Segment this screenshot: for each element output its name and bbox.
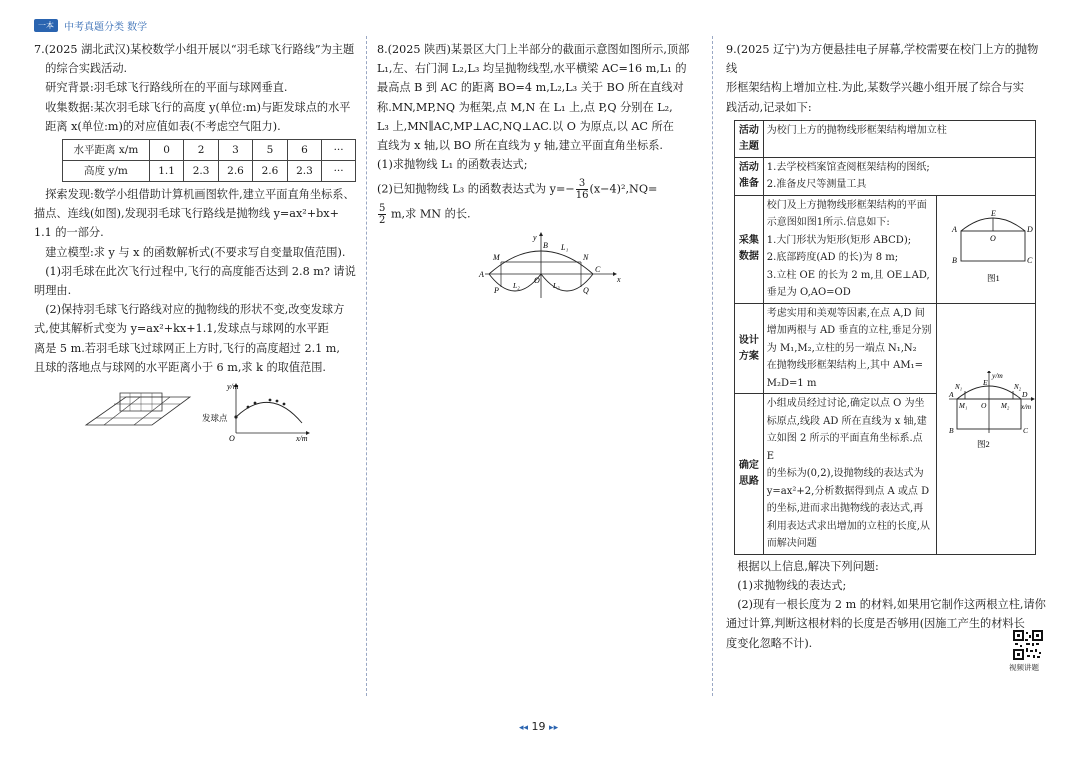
denominator: 16 (575, 190, 589, 202)
table-row (735, 195, 1036, 303)
qr-code-icon[interactable] (1013, 630, 1043, 660)
figure-area (34, 381, 356, 441)
label-C: C (1026, 256, 1033, 266)
label-A: A (948, 389, 954, 399)
label-y: y/m (991, 370, 1003, 380)
label-A: A (479, 270, 484, 280)
label-M2: M₂ (1000, 401, 1010, 410)
text-line: 为 M₁,M₂,立柱的另一端点 N₁,N₂ (766, 342, 917, 354)
table-cell: ··· (322, 161, 356, 182)
label-L3: L₃ (553, 281, 560, 291)
text-line: 为校门上方的抛物线形框架结构增加立柱 (766, 124, 947, 136)
label-M1: M₁ (958, 401, 968, 410)
column-divider (366, 36, 367, 696)
text-line: 7.(2025 湖北武汉)某校数学小组开展以“羽毛球飞行路线”为主题 (34, 43, 355, 56)
table-cell: 6 (287, 140, 321, 161)
prev-arrow-icon: ◂◂ (519, 723, 529, 733)
text-line: (2)现有一根长度为 2 m 的材料,如果用它制作这两根立柱,请你 (737, 598, 1046, 612)
brand-logo: 一本 (34, 19, 58, 32)
text-line: 式,使其解析式变为 y=ax²+kx+1.1,发球点与球网的水平距 (34, 322, 329, 336)
text-line: 的综合实践活动. (45, 62, 128, 76)
text-line: M₂D=1 m (766, 377, 817, 389)
text-line: 垂足为 O,AO=OD (766, 287, 851, 299)
page-header (34, 18, 147, 32)
text-line: (1)羽毛球在此次飞行过程中,飞行的高度能否达到 2.8 m? 请说 (45, 264, 356, 278)
row-label: 活动准备 (735, 157, 764, 195)
table-cell: 3 (218, 140, 252, 161)
label-y: y (533, 233, 537, 243)
text-line: 3.立柱 OE 的长为 2 m,且 OE⊥AD, (766, 269, 930, 281)
row-text (763, 157, 1035, 195)
text-line: 1.去学校档案馆查阅框架结构的图纸; (766, 161, 930, 173)
text-line: 度变化忽略不计). (726, 636, 813, 650)
text-line: 示意图如图1所示.信息如下: (766, 217, 890, 229)
origin-label: O (229, 434, 235, 442)
row-label: 活动主题 (735, 120, 764, 157)
figure-area (377, 232, 701, 302)
text-line: 的坐标为(0,2),设抛物线的表达式为 (766, 468, 924, 480)
figure-1 (937, 201, 1035, 291)
table-cell: ··· (322, 140, 356, 161)
text-line: 直线为 x 轴,以 BO 所在直线为 y 轴,建立平面直角坐标系. (377, 139, 663, 153)
text-line: 践活动,记录如下: (726, 100, 812, 114)
fraction (378, 203, 386, 226)
text-line: 2.底部跨度(AD 的长)为 8 m; (766, 252, 899, 264)
figure-1-cell (936, 195, 1035, 303)
fraction (576, 178, 589, 201)
q8-part2-text: m,求 MN 的长. (390, 207, 471, 221)
text-line: 2.准备皮尺等测量工具 (766, 179, 867, 191)
serve-point-label: 发球点 (202, 413, 228, 424)
label-L2: L₂ (513, 281, 520, 291)
label-E: E (982, 377, 988, 387)
label-N2: N₂ (1013, 382, 1022, 391)
q8-part2-text: (x−4)²,NQ= (589, 182, 658, 196)
text-line: 考虑实用和美观等因素,在点 A,D 间 (766, 307, 925, 319)
qr-label: 视频讲题 (1009, 663, 1039, 672)
text-line: (2)保持羽毛球飞行路线对应的抛物线的形状不变,改变发球方 (45, 303, 345, 317)
figure-2-caption: 图2 (976, 438, 990, 449)
text-line: 研究背景:羽毛球飞行路线所在的平面与球网垂直. (45, 81, 288, 95)
text-line: y=ax²+2,分析数据得到点 A 或点 D (766, 485, 930, 497)
label-L1: L₁ (561, 243, 569, 253)
text-line: 收集数据:某次羽毛球飞行的高度 y(单位:m)与距发球点的水平 (45, 100, 351, 114)
table-cell: 0 (149, 140, 183, 161)
row-text (763, 195, 936, 303)
row-label: 确定思路 (735, 394, 764, 555)
text-line: 称.MN,MP,NQ 为框架,点 M,N 在 L₁ 上,点 P,Q 分别在 L₂, (377, 100, 673, 114)
table-row (735, 303, 1036, 394)
text-line: (1)求抛物线的表达式; (737, 579, 847, 593)
text-line: 根据以上信息,解决下列问题: (737, 559, 879, 573)
activity-table (734, 120, 1036, 555)
text-line: 在抛物线形框架结构上,其中 AM₁= (766, 360, 923, 372)
label-B: B (948, 425, 954, 435)
text-line: L₃ 上,MN∥AC,MP⊥AC,NQ⊥AC.以 O 为原点,以 AC 所在 (377, 119, 674, 133)
table-header: 高度 y/m (63, 161, 150, 182)
row-text (763, 303, 936, 394)
table-cell: 1.1 (149, 161, 183, 182)
label-C: C (595, 265, 601, 275)
text-line: 8.(2025 陕西)某景区大门上半部分的截面示意图如图所示,顶部 (377, 43, 690, 56)
text-line: 建立模型:求 y 与 x 的函数解析式(不要求写自变量取值范围). (45, 245, 346, 259)
question-8 (377, 40, 701, 302)
data-table (62, 139, 356, 182)
text-line: 描点、连线(如图),发现羽毛球飞行路线是抛物线 y=ax²+bx+ (34, 207, 339, 221)
text-line: 标原点,线段 AD 所在直线为 x 轴,建 (766, 415, 927, 427)
text-line: 探索发现:数学小组借助计算机画图软件,建立平面直角坐标系、 (45, 188, 355, 202)
question-7 (34, 40, 356, 441)
text-line: 且球的落地点与球网的水平距离小于 6 m,求 k 的取值范围. (34, 360, 326, 374)
label-D: D (1021, 389, 1028, 399)
text-line: 校门及上方抛物线形框架结构的平面 (766, 199, 927, 211)
table-cell: 2.3 (184, 161, 218, 182)
label-Q: Q (583, 286, 589, 296)
table-cell: 2.6 (218, 161, 252, 182)
denominator: 2 (379, 215, 386, 227)
page-number (519, 720, 558, 733)
text-line: 而解决问题 (766, 538, 817, 550)
label-A: A (951, 225, 957, 235)
row-label: 采集数据 (735, 195, 764, 303)
figure-1-caption: 图1 (986, 273, 1000, 284)
gate-figure (377, 232, 697, 302)
label-B: B (543, 241, 548, 251)
text-line: 形框架结构上增加立柱.为此,某数学兴趣小组开展了综合与实 (726, 81, 1024, 95)
text-line: 离是 5 m.若羽毛球飞过球网正上方时,飞行的高度超过 2.1 m, (34, 341, 340, 355)
label-E: E (990, 209, 996, 219)
figure-2 (937, 371, 1035, 481)
row-text (763, 120, 1035, 157)
text-line: 9.(2025 辽宁)为方便悬挂电子屏幕,学校需要在校门上方的抛物线 (726, 43, 1039, 76)
next-arrow-icon: ▸▸ (549, 723, 559, 733)
text-line: 距离 x(单位:m)的对应值如表(不考虑空气阻力). (45, 119, 281, 133)
table-cell: 2.3 (287, 161, 321, 182)
figure-2-cell (936, 303, 1035, 554)
row-text (763, 394, 936, 555)
label-x: x (617, 275, 621, 285)
page-number-value: 19 (531, 720, 546, 733)
badminton-court-figure (34, 381, 354, 441)
table-cell: 5 (253, 140, 287, 161)
label-P: P (494, 286, 499, 296)
text-line: 利用表达式求出增加的立柱的长度,从 (766, 520, 930, 532)
label-O: O (989, 234, 996, 244)
text-line: 最高点 B 到 AC 的距离 BO=4 m,L₂,L₃ 关于 BO 所在直线对 (377, 81, 684, 95)
label-O: O (534, 276, 540, 286)
text-line: 的坐标,进而求出抛物线的表达式,再 (766, 503, 924, 515)
text-line: 立如图 2 所示的平面直角坐标系.点 E (766, 433, 923, 462)
text-line (377, 203, 701, 226)
question-9 (726, 40, 1048, 653)
q8-part2-text: (2)已知抛物线 L₃ 的函数表达式为 y=− (377, 182, 575, 196)
table-cell: 2 (184, 140, 218, 161)
text-line: 增加两根与 AD 垂直的立柱,垂足分别 (766, 325, 932, 337)
table-row (735, 157, 1036, 195)
text-line: 1.大门形状为矩形(矩形 ABCD); (766, 234, 912, 246)
text-line: L₁,左、右门洞 L₂,L₃ 均呈抛物线型,水平横梁 AC=16 m,L₁ 的 (377, 62, 687, 76)
text-line: 通过计算,判断这根材料的长度是否够用(因施工产生的材料长 (726, 617, 1025, 631)
table-cell: 2.6 (253, 161, 287, 182)
table-row (63, 140, 356, 161)
label-x: x/m (1020, 402, 1032, 411)
header-title: 中考真题分类 数学 (64, 21, 148, 33)
label-B: B (951, 256, 957, 266)
text-line: 小组成员经过讨论,确定以点 O 为坐 (766, 398, 925, 410)
column-divider (712, 36, 713, 696)
label-C: C (1022, 425, 1028, 435)
table-header: 水平距离 x/m (63, 140, 150, 161)
text-line: 1.1 的一部分. (34, 226, 104, 240)
table-row (63, 161, 356, 182)
row-label: 设计方案 (735, 303, 764, 394)
y-axis-label: y/m (227, 382, 239, 392)
numerator: 3 (576, 178, 589, 190)
label-M: M (493, 253, 500, 263)
label-D: D (1026, 225, 1033, 235)
label-O: O (980, 400, 987, 410)
text-line (377, 178, 701, 201)
x-axis-label: x/m (296, 434, 308, 442)
text-line: 明理由. (34, 284, 72, 298)
label-N: N (583, 253, 589, 263)
table-row (735, 120, 1036, 157)
numerator: 5 (379, 203, 386, 215)
label-N1: N₁ (954, 382, 963, 391)
text-line: (1)求抛物线 L₁ 的函数表达式; (377, 158, 528, 172)
